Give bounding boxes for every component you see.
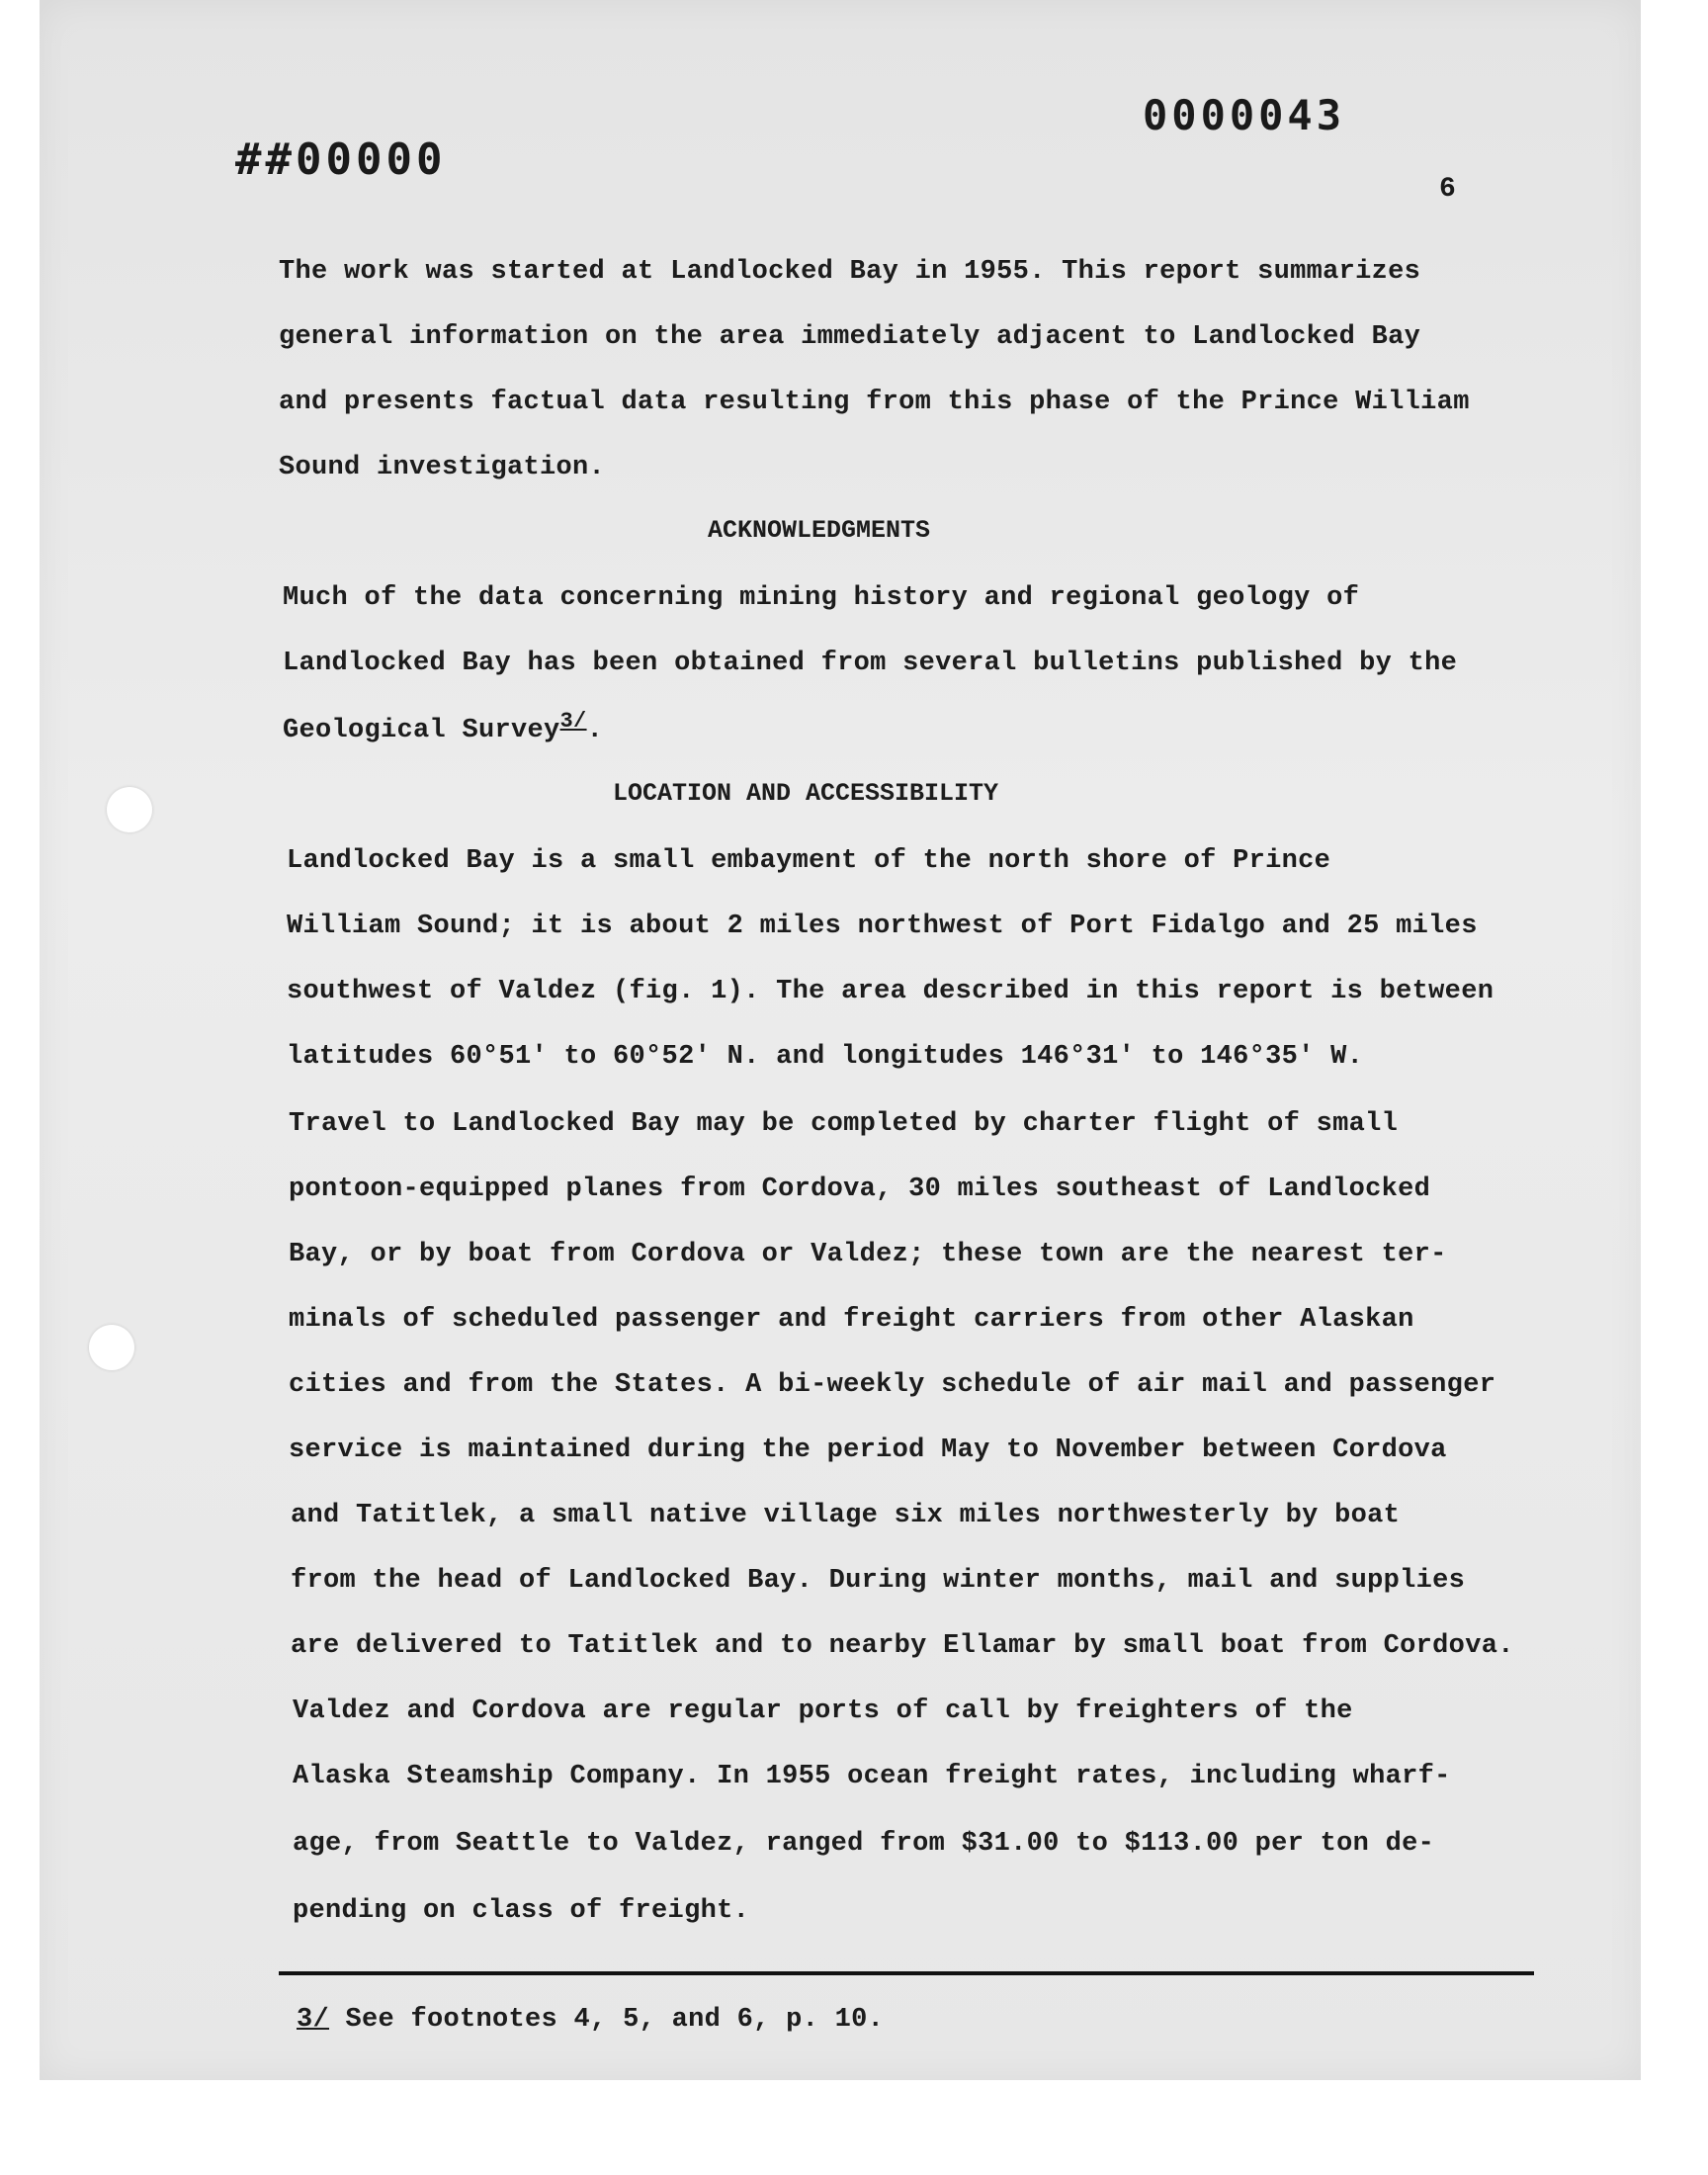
footnote-reference: 3/: [559, 709, 587, 734]
page-number: 6: [1439, 174, 1456, 205]
travel-line: Travel to Landlocked Bay may be completed by charter flight of small: [289, 1109, 1399, 1139]
acknowledgments-last-text: Geological Survey: [283, 716, 560, 745]
travel-line: minals of scheduled passenger and freight carriers from other Alaskan: [289, 1305, 1414, 1335]
freight-line: Alaska Steamship Company. In 1955 ocean freight rates, including wharf-: [293, 1762, 1451, 1791]
intro-line: and presents factual data resulting from this phase of the Prince William: [279, 388, 1470, 417]
travel-line: from the head of Landlocked Bay. During winter months, mail and supplies: [291, 1566, 1466, 1596]
freight-line: Valdez and Cordova are regular ports of call by freighters of the: [293, 1696, 1353, 1726]
footnote: [297, 2005, 884, 2035]
footnote-text: See footnotes 4, 5, and 6, p. 10.: [329, 2005, 885, 2035]
document-stamp-right: 0000043: [1143, 91, 1346, 139]
punch-hole: [107, 787, 152, 832]
footnote-mark: 3/: [297, 2005, 330, 2035]
travel-line: and Tatitlek, a small native village six miles northwesterly by boat: [291, 1501, 1401, 1530]
acknowledgments-period: .: [586, 716, 604, 745]
acknowledgments-line: [283, 709, 604, 745]
location-line: William Sound; it is about 2 miles northwest of Port Fidalgo and 25 miles: [287, 912, 1478, 941]
freight-line: age, from Seattle to Valdez, ranged from $31.00 to $113.00 per ton de-: [293, 1829, 1435, 1859]
punch-hole: [89, 1325, 134, 1370]
location-line: latitudes 60°51' to 60°52' N. and longitudes 146°31' to 146°35' W.: [287, 1042, 1364, 1072]
document-stamp-left: ##00000: [235, 134, 447, 185]
travel-line: Bay, or by boat from Cordova or Valdez; these town are the nearest ter-: [289, 1240, 1447, 1269]
section-heading-acknowledgments: ACKNOWLEDGMENTS: [708, 516, 931, 545]
intro-line: Sound investigation.: [279, 453, 606, 482]
location-line: southwest of Valdez (fig. 1). The area described in this report is between: [287, 977, 1494, 1006]
freight-line: pending on class of freight.: [293, 1896, 750, 1926]
travel-line: service is maintained during the period May to November between Cordova: [289, 1436, 1447, 1465]
acknowledgments-line: Landlocked Bay has been obtained from several bulletins published by the: [283, 649, 1458, 678]
location-line: Landlocked Bay is a small embayment of the north shore of Prince: [287, 846, 1331, 876]
footnote-divider: [279, 1971, 1534, 1975]
travel-line: are delivered to Tatitlek and to nearby Ellamar by small boat from Cordova.: [291, 1631, 1514, 1661]
travel-line: pontoon-equipped planes from Cordova, 30 miles southeast of Landlocked: [289, 1174, 1431, 1204]
travel-line: cities and from the States. A bi-weekly schedule of air mail and passenger: [289, 1370, 1496, 1400]
intro-line: general information on the area immediately adjacent to Landlocked Bay: [279, 322, 1421, 352]
intro-line: The work was started at Landlocked Bay in 1955. This report summarizes: [279, 257, 1421, 287]
acknowledgments-line: Much of the data concerning mining history and regional geology of: [283, 583, 1360, 613]
section-heading-location: LOCATION AND ACCESSIBILITY: [613, 779, 999, 808]
